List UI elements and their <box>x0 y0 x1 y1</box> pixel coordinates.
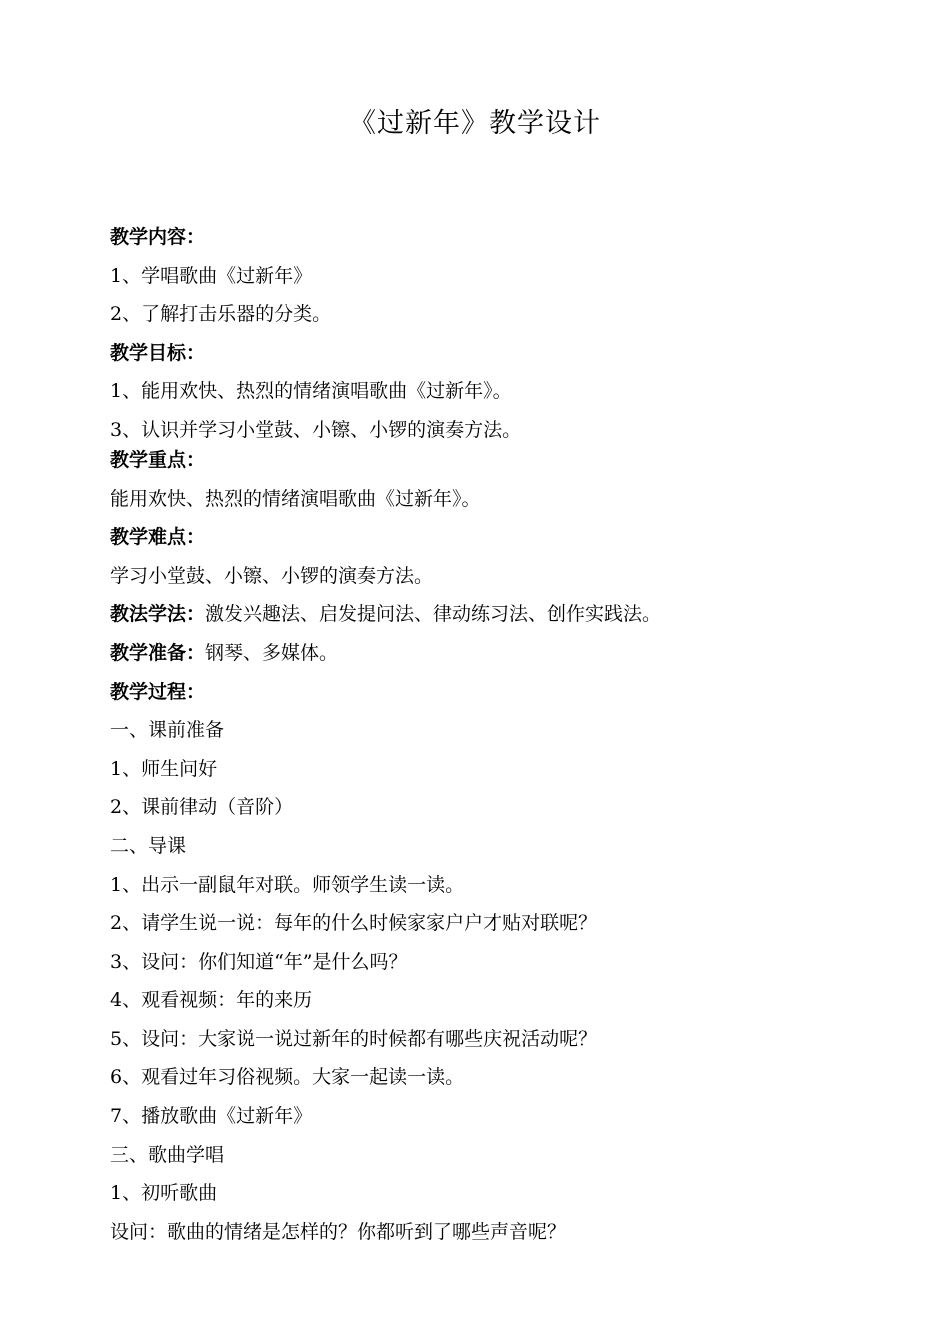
process-line: 一、课前准备 <box>110 719 225 742</box>
process-line: 4、观看视频：年的来历 <box>110 989 313 1012</box>
methods-label: 教法学法： <box>110 603 206 626</box>
process-line: 2、请学生说一说：每年的什么时候家家户户才贴对联呢？ <box>110 912 598 935</box>
goal-item: 3、认识并学习小堂鼓、小镲、小锣的演奏方法。 <box>110 418 522 441</box>
section-heading-difficulty: 教学难点： <box>110 526 206 549</box>
process-line: 1、初听歌曲 <box>110 1182 218 1205</box>
content-item: 2、了解打击乐器的分类。 <box>110 303 332 326</box>
section-heading-key-point: 教学重点： <box>110 448 206 471</box>
process-line: 5、设问：大家说一说过新年的时候都有哪些庆祝活动呢？ <box>110 1027 598 1050</box>
document-title: 《过新年》教学设计 <box>349 108 601 139</box>
content-item: 1、学唱歌曲《过新年》 <box>110 264 313 287</box>
section-heading-goals: 教学目标： <box>110 341 206 364</box>
process-line: 三、歌曲学唱 <box>110 1143 225 1166</box>
process-line: 6、观看过年习俗视频。大家一起读一读。 <box>110 1066 465 1089</box>
difficulty-text: 学习小堂鼓、小镲、小锣的演奏方法。 <box>110 564 434 587</box>
process-line: 2、课前律动（音阶） <box>110 796 294 819</box>
preparation-line <box>110 634 850 673</box>
section-heading-content: 教学内容： <box>110 226 206 248</box>
methods-text: 激发兴趣法、启发提问法、律动练习法、创作实践法。 <box>205 603 662 626</box>
process-line: 二、导课 <box>110 834 187 857</box>
goal-item: 1、能用欢快、热烈的情绪演唱歌曲《过新年》。 <box>110 380 512 403</box>
methods-line <box>110 595 850 634</box>
process-line: 7、播放歌曲《过新年》 <box>110 1105 313 1128</box>
process-line: 1、师生问好 <box>110 757 218 780</box>
section-heading-process: 教学过程： <box>110 680 206 703</box>
document-body <box>110 218 850 1251</box>
key-point-text: 能用欢快、热烈的情绪演唱歌曲《过新年》。 <box>110 487 481 510</box>
process-line: 设问：歌曲的情绪是怎样的？你都听到了哪些声音呢？ <box>110 1220 567 1243</box>
preparation-text: 钢琴、多媒体。 <box>205 641 339 664</box>
preparation-label: 教学准备： <box>110 641 206 664</box>
process-line: 3、设问：你们知道“年”是什么吗？ <box>110 950 408 973</box>
process-line: 1、出示一副鼠年对联。师领学生读一读。 <box>110 873 465 896</box>
